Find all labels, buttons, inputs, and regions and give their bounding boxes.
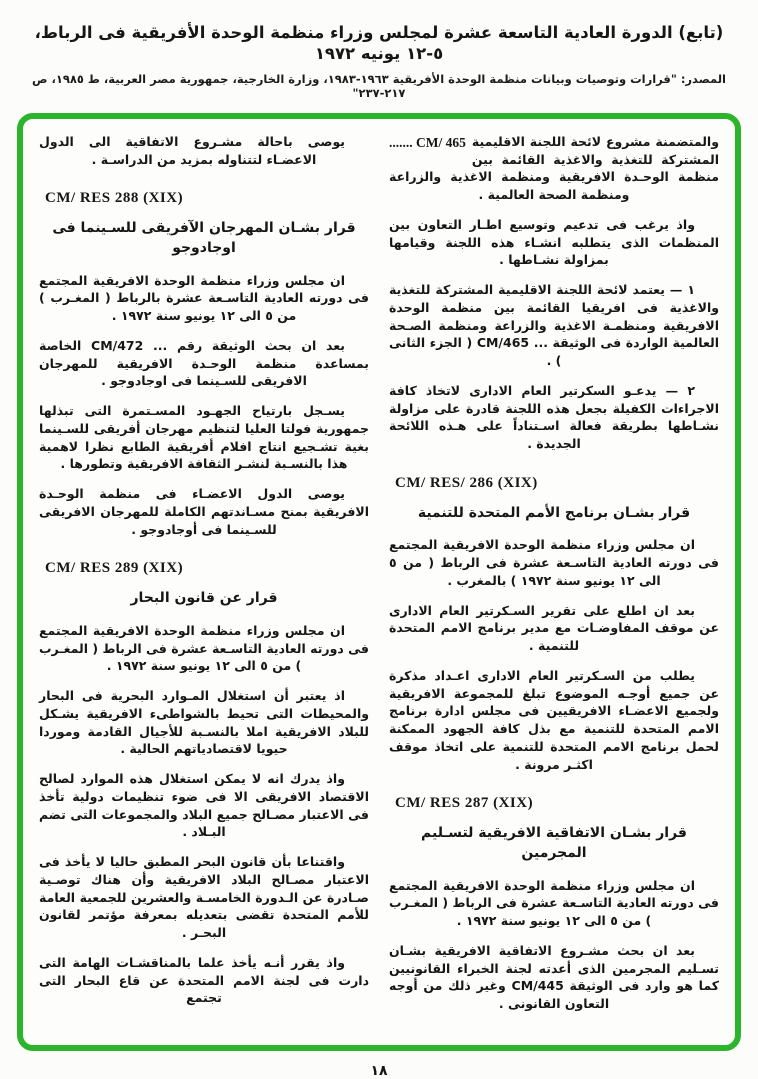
two-column-layout: [39, 133, 719, 1037]
paragraph-res288-preamble: ان مجلس وزراء منظمة الوحدة الافريقية المجتمع فى دورته العادية التاسـعة عشرة بالرباط ( المغـرب ) من ٥ الى ١٢ يونيو سنة ١٩٧٢ .: [39, 272, 369, 324]
paragraph-res289-preamble: ان مجلس وزراء منظمة الوحدة الافريقية المجتمع فى دورته العادية التاسـعة عشرة فى الرباط ( المغـرب ) من ٥ الى ١٢ يونيو سنة ١٩٧٢ .: [39, 622, 369, 674]
resolution-code-287: CM/ RES 287 (XIX): [395, 795, 534, 812]
paragraph-res286-report: بعد ان اطلع على تقرير السـكرتير العام الادارى عن موقف المفاوضـات مع مدير برنامج الامم المتحدة للتنمية .: [389, 602, 719, 654]
paragraph-refer-to-states: يوصى باحالة مشـروع الاتفاقية الى الدول الاعضـاء لتتناوله بمزيد من الدراسـة .: [39, 133, 345, 167]
resolution-title-cinema-festival: قرار بشـان المهرجان الآفريقى للسـينما فى اوجادوجو: [52, 220, 356, 256]
session-title: (تابع) الدورة العادية التاسعة عشرة لمجلس وزراء منظمة الوحدة الأفريقية فى الرباط، ٥-١٢ يونيه ١٩٧٢: [34, 23, 724, 64]
paragraph-res287-preamble: ان مجلس وزراء منظمة الوحدة الافريقية المجتمع فى دورته العادية التاسـعة عشرة فى الرباط ( المغـرب ) من ٥ الى ١٢ يونيو سنة ١٩٧٢ .: [389, 877, 719, 929]
paragraph-cm465-text: والمتضمنة مشروع لائحة اللجنة الاقليمية المشتركة للتغذية والاغذية القائمة بين منظمة الوحـدة الافريقية ومنظمة الاغذية والزراعة ومنظمة الصحة العالمية .: [389, 133, 719, 203]
column-right: [389, 133, 719, 1037]
paragraph-res286-preamble: ان مجلس وزراء منظمة الوحدة الافريقية المجتمع فى دورته العادية التاسـعة عشرة فى الرباط ( من ٥ الى ١٢ يونيو سنة ١٩٧٢ ) بالمغرب .: [389, 537, 719, 588]
resolution-title-extradition: قرار بشـان الاتفاقية الافريقية لتسـليم المجرمين: [421, 825, 687, 862]
paragraph-operative-item-1: ١ — يعتمد لائحة اللجنة الاقليمية المشتركة للتغذية والاغذية فى افريقيا القائمة بين منظمة الوحدة الافريقية ومنظمـة الاغذية والزراعة ومنظمة الصـحة العالمية الواردة فى الوثيقة ... CM/465 ( الجزء الثانى ) .: [389, 282, 719, 369]
paragraph-res289-un-assembly: واقتناعا بأن قانون البحر المطبق حاليا لا يأخذ فى الاعتبار مصـالح البلاد الافريقية وأن هناك توصـية صـادرة عن الـدورة الخامسـة والعشرين للجمعية العامة للأمم المتحدة تقضى بتعديله بمعرفة مؤتمر لقانون البحـر .: [39, 854, 369, 941]
paragraph-operative-item-2: ٢ — يدعـو السكرتير العام الادارى لاتخاذ كافة الاجراءات الكفيلة بجعل هذه اللجنة قادرة على مزاولة نشـاطها بطريقة فعالة اسـتناداً على هـذه اللائحة الجديدة .: [389, 382, 719, 452]
page-number: ١٨: [370, 1062, 388, 1079]
resolution-code-288: CM/ RES 288 (XIX): [45, 190, 184, 207]
paragraph-res286-request: يطلب من السـكرتير العام الادارى اعـداد مذكرة عن جميع أوجـه الموضوع تبلغ للمجموعة الافريقية ولجميع الاعضـاء الافريقيين فى مجلس ادارة برنامج الامم المتحدة للتنمية مع بذل كافة الجهود الممكنة لحمل برنامج الامم المتحدة للتنمية على اتخاذ موقف اكثـر مرونة .: [389, 667, 719, 772]
column-left: [39, 133, 369, 1037]
source-citation: المصدر: "قرارات وتوصيات وبيانات منظمة الوحدة الأفريقية ١٩٦٣-١٩٨٣، وزارة الخارجية، جمهورية مصر العربية، ط ١٩٨٥، ص ٢١٧-٢٣٧": [31, 71, 726, 100]
paragraph-res288-upper-volta: يسـجل بارتياح الجهـود المسـتمرة التى تبذلها جمهورية فولتا العليا لتنظيم مهرجان أفريقى للسـينما بغية تشـجيع انتاج افلام أفريقية الطابع نظرا لاهمية هذا بالنسـبة لنشـر الثقافة الافريقية وتطورها .: [39, 403, 369, 472]
paragraph-res288-support: يوصى الدول الاعضـاء فى منظمة الوحـدة الافريقية بمنح مسـاندتهم الكاملة للمهرجان الافريقى للسـينما فى أوجادوجو .: [39, 486, 369, 537]
resolution-code-286: CM/ RES/ 286 (XIX): [395, 474, 538, 491]
resolution-title-undp: قرار بشـان برنامج الأمم المتحدة للتنمية: [417, 504, 691, 521]
paragraph-cooperation-framework: واذ يرغب فى تدعيم وتوسيع اطـار التعاون بين المنظمات الذى يتطلبه انشـاء هذه اللجنة وقيامها بمزاولة نشـاطها .: [389, 216, 719, 268]
resolution-title-law-of-sea: قرار عن قانون البحار: [130, 590, 278, 607]
doc-ref-cm465: ....... CM/ 465: [389, 134, 466, 150]
document-frame: [17, 113, 741, 1051]
paragraph-res288-document: بعد ان بحث الوثيقة رقم ... CM/472 الخاصة بمساعدة منظمة الوحـدة الافريقية للمهرجان الافريقى للسـينما فى اوجادوجو .: [39, 337, 369, 389]
paragraph-cm465-regulations: [389, 133, 719, 204]
resolution-code-289: CM/ RES 289 (XIX): [45, 560, 184, 577]
page-header: [0, 0, 758, 100]
paragraph-res287-draft-convention: بعد ان بحث مشـروع الاتفاقية الافريقية بشـان تسـليم المجرمين الذى أعدته لجنة الخبراء القانونيين كما هو وارد فى الوثيقة CM/445 وغير ذلك من أوجه التعاون القانونى .: [389, 942, 719, 1012]
paragraph-res289-marine-resources: اذ يعتبر أن استغلال المـوارد البحرية فى البحار والمحيطات التى تحيط بالشواطىء الافريقية يشـكل للبلاد الافريقية املا بالنسـبة للأجيال القادمة وموردا حيويا لاقتصادياتهم الحالية .: [39, 688, 369, 757]
paragraph-res289-international-regulation: واذ يدرك انه لا يمكن استغلال هذه الموارد لصالح الاقتصاد الافريقى الا فى ضوء تنظيمات دولية تأخذ فى الاعتبار مصـالح جميع البلاد والمجموعات التى تضم البـلاد .: [39, 771, 369, 840]
paragraph-res289-seabed-committee: واذ يقرر أنـه يأخذ علما بالمناقشـات الهامة التى دارت فى لجنة الامم المتحدة عن قاع البحار التى تجتمع: [39, 954, 369, 1006]
